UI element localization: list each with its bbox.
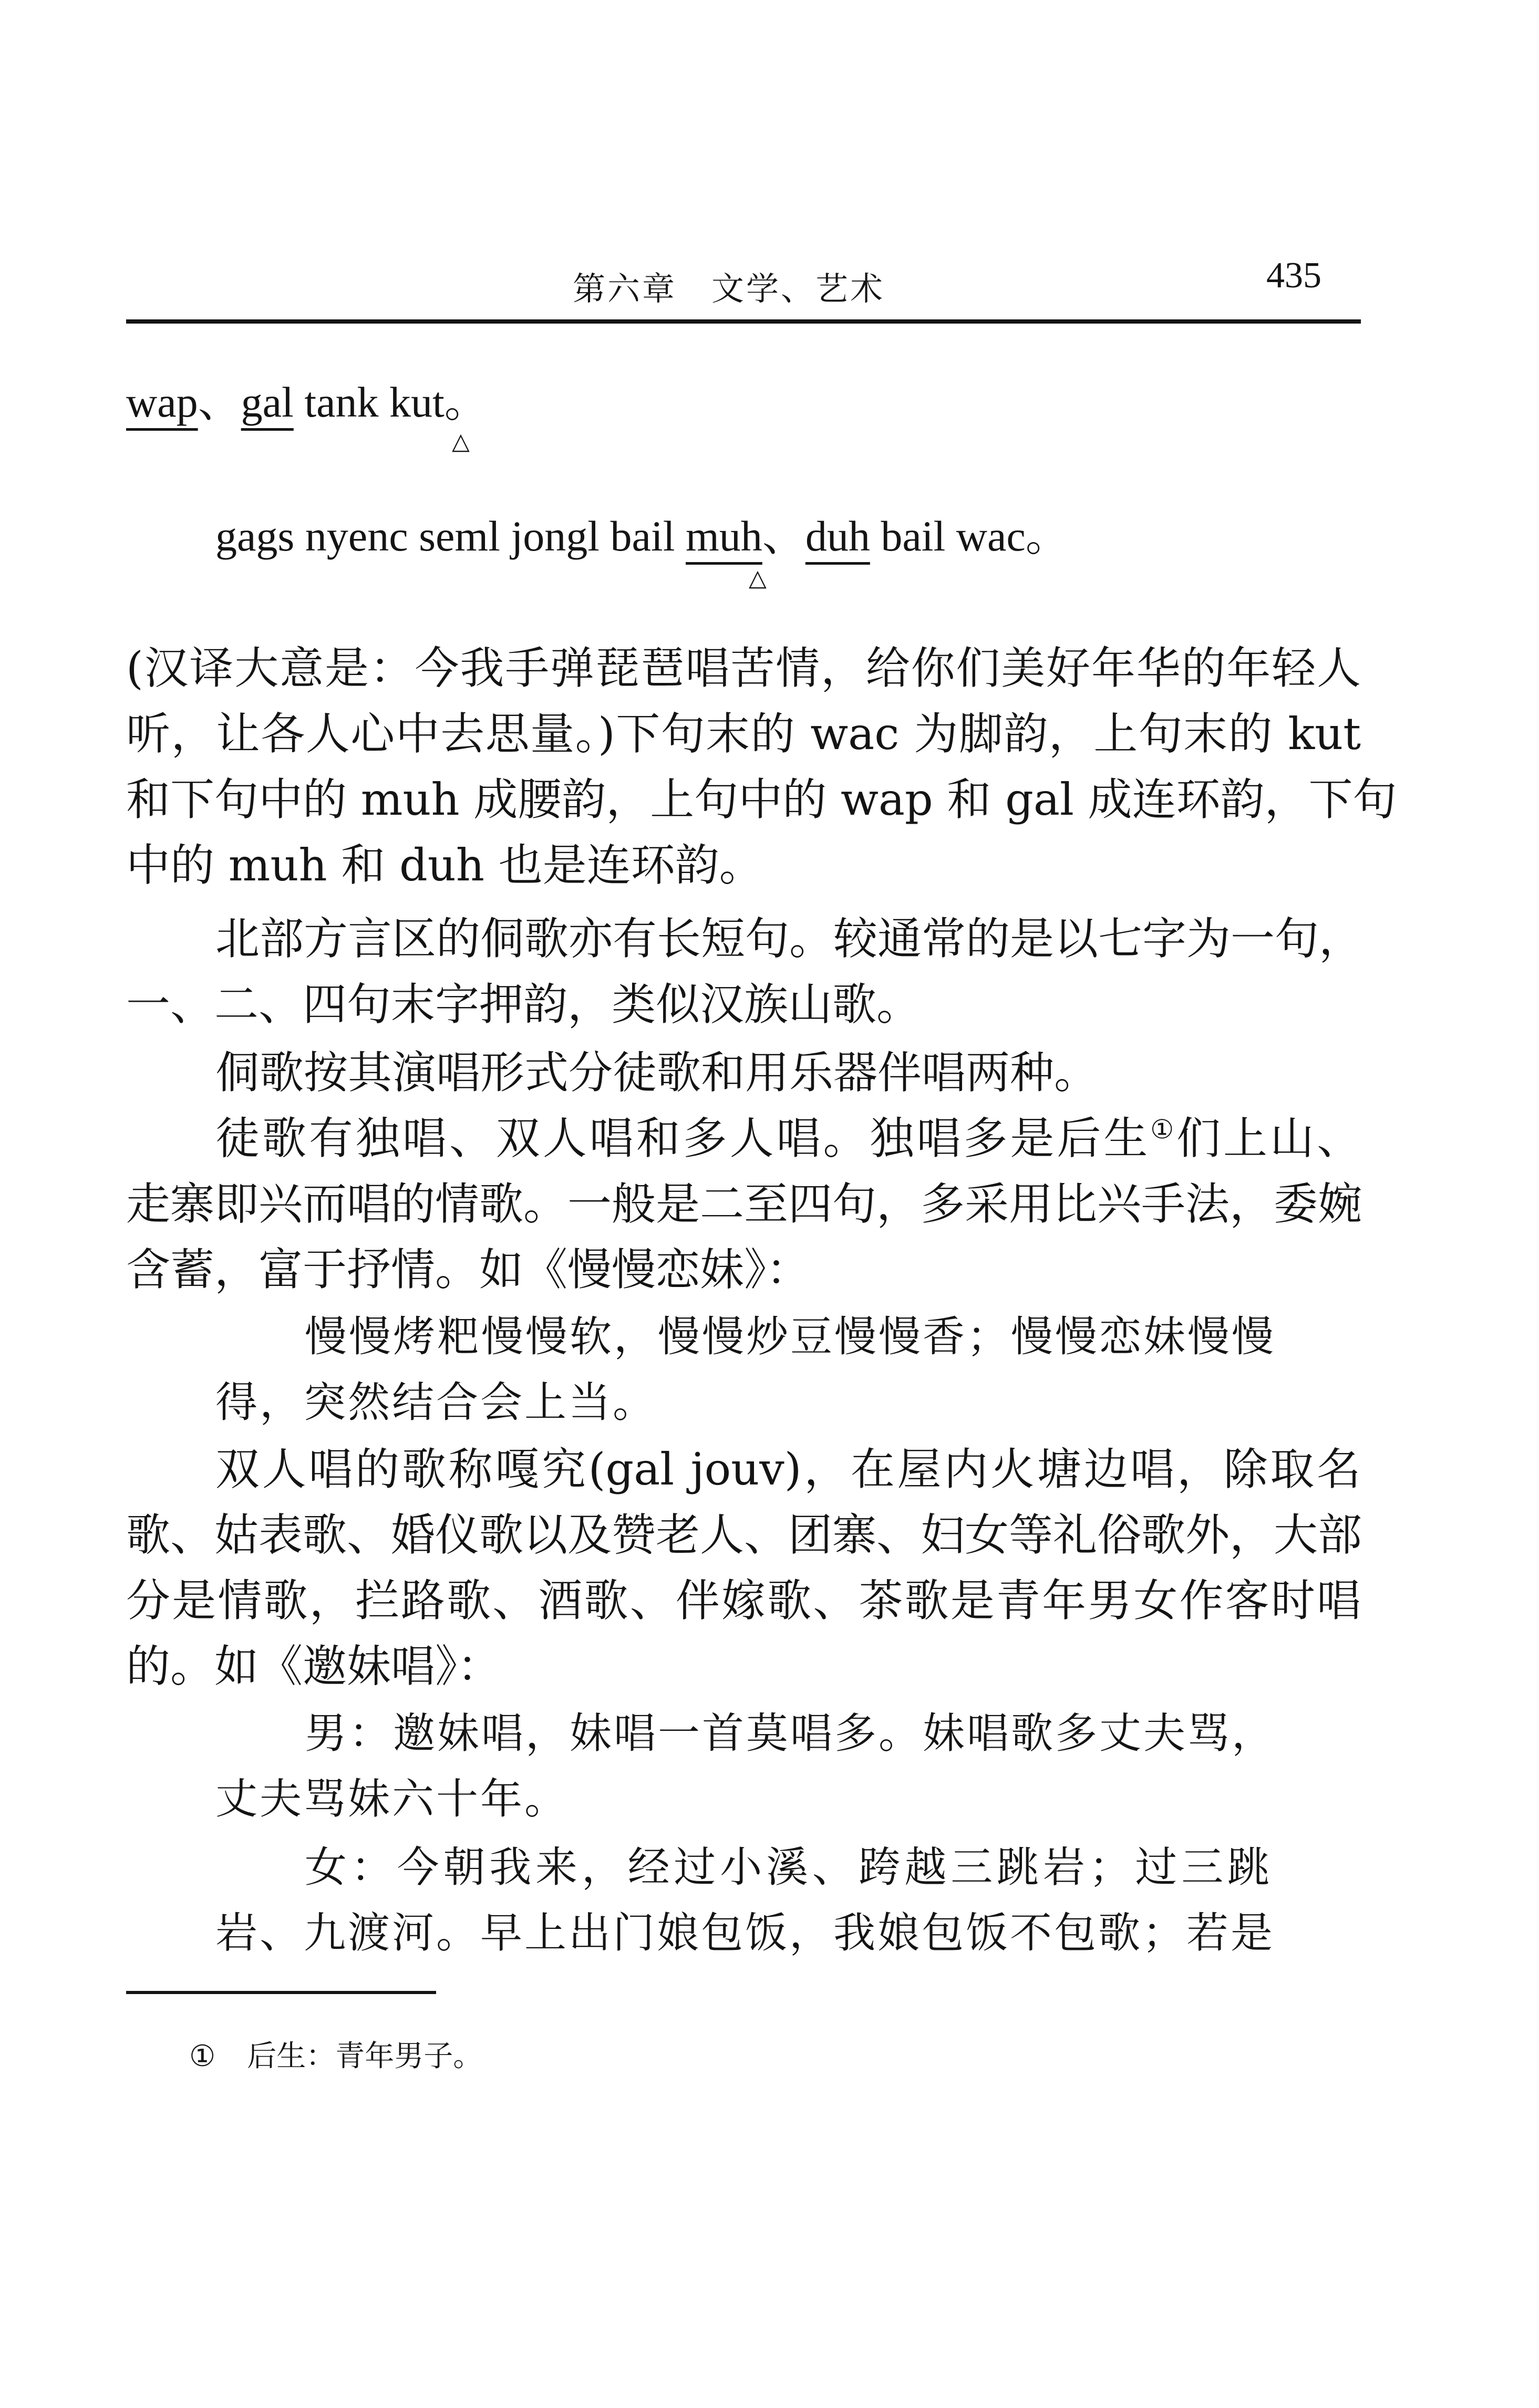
footnote-marker: ① [189,2039,216,2073]
body-line: 歌、姑表歌、婚仪歌以及赞老人、团寨、妇女等礼俗歌外，大部 [126,1509,1362,1561]
body-line: 含蓄，富于抒情。如《慢慢恋妹》： [126,1244,811,1295]
body-line: 的。如《邀妹唱》： [126,1641,502,1692]
verse-word-duh: duh [805,512,870,560]
verse-separator: 、 [762,512,805,560]
paragraph-first-line [215,1103,1361,1167]
song-quote-line: 得，突然结合会上当。 [215,1378,657,1427]
body-line: (汉译大意是：今我手弹琵琶唱苦情，给你们美好年华的年轻人 [126,642,1361,694]
footnote [189,2033,482,2075]
footnote-text: 后生：青年男子。 [247,2039,483,2073]
song-quote-line: 男：邀妹唱，妹唱一首莫唱多。妹唱歌多丈夫骂， [305,1709,1276,1758]
paragraph-first-line: 北部方言区的侗歌亦有长短句。较通常的是以七字为一句， [215,913,1364,964]
body-line: 分是情歌，拦路歌、酒歌、伴嫁歌、茶歌是青年男女作客时唱 [126,1575,1361,1626]
verse-line-1-rest: tank kut。 [293,378,488,426]
body-line: 走寨即兴而唱的情歌。一般是二至四句，多采用比兴手法，委婉 [126,1178,1362,1230]
body-line: 听，让各人心中去思量。)下句末的 wac 为脚韵，上句末的 kut [126,708,1361,760]
paragraph-first-line: 侗歌按其演唱形式分徒歌和用乐器伴唱两种。 [215,1047,1099,1098]
verse-line-2-end: bail wac。 [870,512,1069,560]
rhyme-mark-triangle-icon: △ [749,565,767,591]
chapter-header: 第六章 文学、艺术 [573,269,885,308]
verse-line-2-start: gags nyenc seml jongl bail [215,512,686,560]
body-text: 们上山、 [1176,1113,1361,1164]
verse-line-1 [126,368,488,429]
verse-word-muh: muh [686,512,762,560]
verse-line-2 [215,502,1069,563]
verse-word-wap: wap [126,378,198,426]
verse-separator: 、 [198,378,241,426]
footnote-reference: ① [1150,1114,1177,1145]
verse-word-gal: gal [241,378,294,426]
song-quote-line: 慢慢烤粑慢慢软，慢慢炒豆慢慢香；慢慢恋妹慢慢 [305,1312,1276,1361]
body-line: 一、二、四句末字押韵，类似汉族山歌。 [126,979,921,1030]
rhyme-mark-triangle-icon: △ [452,428,470,455]
footnote-rule [126,1991,436,1994]
song-quote-line: 岩、九渡河。早上出门娘包饭，我娘包饭不包歌；若是 [215,1908,1275,1957]
song-quote-line: 女：今朝我来，经过小溪、跨越三跳岩；过三跳 [305,1843,1272,1892]
header-rule [126,319,1361,324]
song-quote-line: 丈夫骂妹六十年。 [215,1774,569,1823]
body-line: 中的 muh 和 duh 也是连环韵。 [126,839,763,891]
body-text: 徒歌有独唱、双人唱和多人唱。独唱多是后生 [215,1113,1151,1164]
paragraph-first-line: 双人唱的歌称嘎究(gal jouv)，在屋内火塘边唱，除取名 [215,1444,1361,1495]
page-number: 435 [1266,255,1321,296]
body-line: 和下句中的 muh 成腰韵，上句中的 wap 和 gal 成连环韵，下句 [126,774,1397,825]
